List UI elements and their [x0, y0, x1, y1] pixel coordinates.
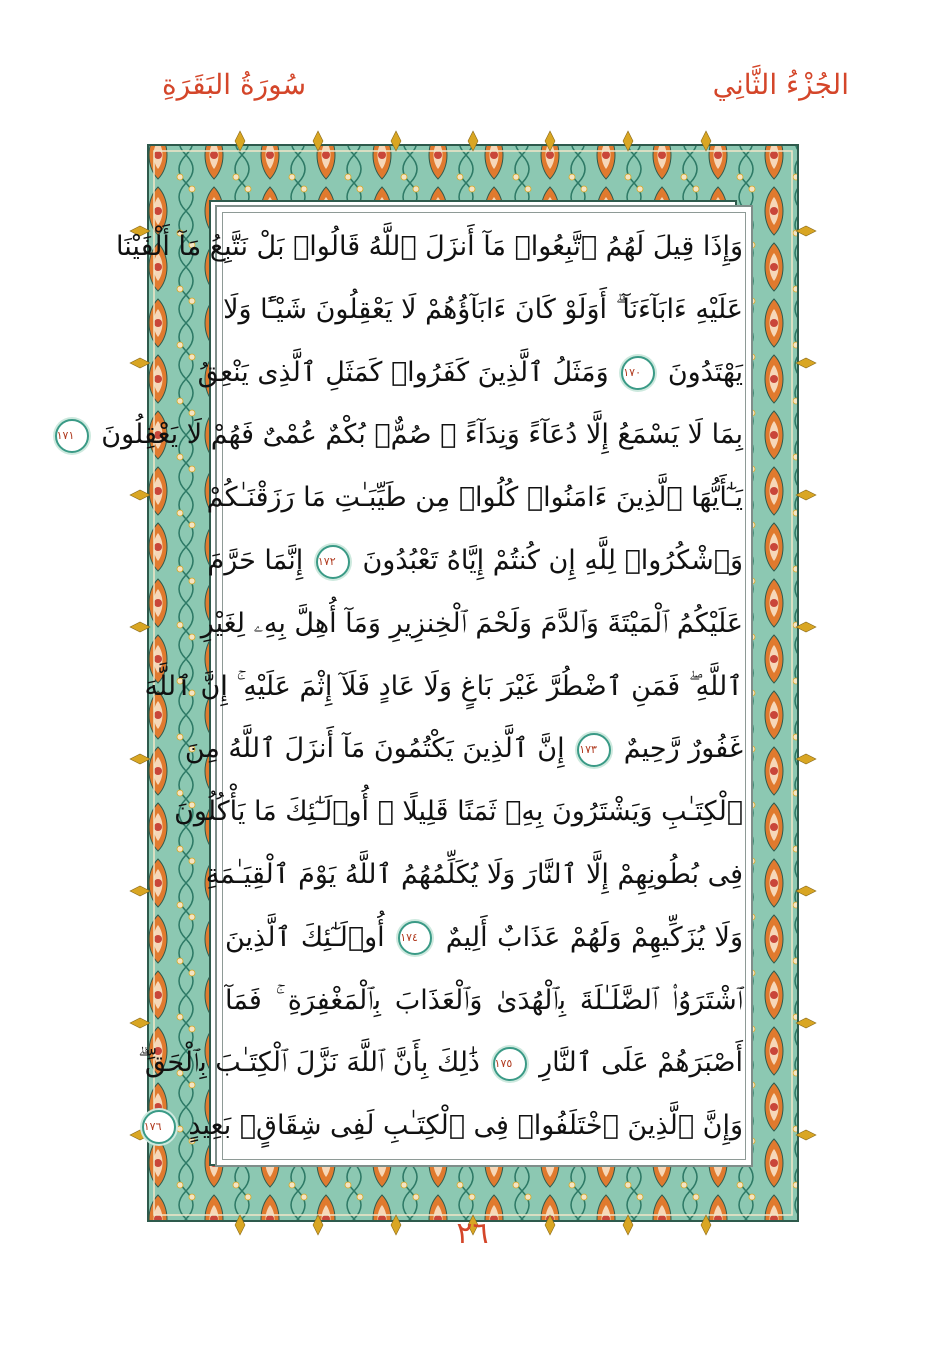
- verse-line: [144, 661, 743, 713]
- text-panel: [56, 205, 753, 1167]
- verse-line: [205, 849, 743, 901]
- verse-line: [206, 472, 743, 524]
- verse-text: إِنَّ ٱلَّذِينَ يَكْتُمُونَ مَآ أَنزَلَ ٱللَّهُ مِنَ: [184, 733, 565, 765]
- ayah-number-marker: ١٧٦: [142, 1110, 176, 1144]
- verse-text: فِى بُطُونِهِمْ إِلَّا ٱلنَّارَ وَلَا يُكَلِّمُهُمُ ٱللَّهُ يَوْمَ ٱلْقِيَـٰمَةِ: [205, 859, 743, 890]
- verse-text: وَلَا يُزَكِّيهِمْ وَلَهُمْ عَذَابٌ أَلِيمٌ: [445, 921, 743, 953]
- verse-line: [200, 598, 743, 650]
- verse-text: ٱللَّهِ ۖ فَمَنِ ٱضْطُرَّ غَيْرَ بَاغٍ وَلَا عَادٍ فَلَآ إِثْمَ عَلَيْهِ ۚ إِنَّ ٱللَّهَ: [144, 670, 743, 702]
- verse-line: [225, 284, 743, 336]
- ayah-number-marker: ١٧٥: [493, 1047, 527, 1081]
- verse-line: [143, 1100, 743, 1152]
- juz-title: الجُزْءُ الثَّانِي: [712, 68, 849, 101]
- verse-line: [207, 535, 743, 587]
- ayah-number-marker: ١٧١: [55, 419, 89, 453]
- verse-line: [225, 975, 743, 1027]
- page-number: ٢٦: [456, 1216, 489, 1251]
- verse-text: ذَٰلِكَ بِأَنَّ ٱللَّهَ نَزَّلَ ٱلْكِتَـٰبَ بِٱلْحَقِّ ۗ: [138, 1047, 480, 1079]
- verse-text: وَمَثَلُ ٱلَّذِينَ كَفَرُوا۟ كَمَثَلِ ٱلَّذِى يَنْعِقُ: [197, 356, 609, 388]
- verse-line: [184, 723, 743, 775]
- verse-line: [138, 1037, 743, 1089]
- verse-text: غَفُورٌ رَّحِيمٌ: [623, 733, 743, 765]
- verse-text: عَلَيْكُمُ ٱلْمَيْتَةَ وَٱلدَّمَ وَلَحْمَ ٱلْخِنزِيرِ وَمَآ أُهِلَّ بِهِۦ لِغَيْرِ: [200, 607, 743, 639]
- verse-text: أَصْبَرَهُمْ عَلَى ٱلنَّارِ: [539, 1047, 743, 1079]
- verse-text: إِنَّمَا حَرَّمَ: [207, 545, 304, 576]
- ayah-number-marker: ١٧٣: [577, 733, 611, 767]
- verse-text: وَإِنَّ ٱلَّذِينَ ٱخْتَلَفُوا۟ فِى ٱلْكِتَـٰبِ لَفِى شِقَاقٍۭ بَعِيدٍ: [188, 1110, 743, 1142]
- verse-line: [174, 786, 743, 838]
- ayah-number-marker: ١٧٠: [621, 356, 655, 390]
- verse-line: [197, 347, 743, 399]
- verse-text: يَـٰٓأَيُّهَا ٱلَّذِينَ ءَامَنُوا۟ كُلُوا۟ مِن طَيِّبَـٰتِ مَا رَزَقْنَـٰكُمْ: [206, 482, 743, 514]
- verse-text: عَلَيْهِ ءَابَآءَنَآ ۗ أَوَلَوْ كَانَ ءَابَآؤُهُمْ لَا يَعْقِلُونَ شَيْـًٔا وَلَا: [223, 293, 743, 325]
- ayah-number-marker: ١٧٢: [316, 545, 350, 579]
- verse-text: وَإِذَا قِيلَ لَهُمُ ٱتَّبِعُوا۟ مَآ أَنزَلَ ٱللَّهُ قَالُوا۟ بَلْ نَتَّبِعُ مَآ أَلْفَيْنَا: [116, 231, 743, 262]
- verse-text: ٱشْتَرَوُا۟ ٱلضَّلَـٰلَةَ بِٱلْهُدَىٰ وَٱلْعَذَابَ بِٱلْمَغْفِرَةِ ۚ فَمَآ: [225, 984, 743, 1016]
- ayah-number-marker: ١٧٤: [398, 921, 432, 955]
- verse-line: [56, 409, 743, 461]
- verse-line: [116, 221, 743, 273]
- verse-line: [225, 912, 743, 964]
- verse-text: بِمَا لَا يَسْمَعُ إِلَّا دُعَآءً وَنِدَآءً ۚ صُمٌّۢ بُكْمٌ عُمْىٌ فَهُمْ لَا يَعْقِلُونَ: [101, 419, 743, 451]
- verse-text: يَهْتَدُونَ: [667, 356, 743, 388]
- surah-title: سُورَةُ البَقَرَةِ: [162, 68, 307, 101]
- verse-text: ٱلْكِتَـٰبِ وَيَشْتَرُونَ بِهِۦ ثَمَنًا قَلِيلًا ۙ أُو۟لَـٰٓئِكَ مَا يَأْكُلُونَ: [174, 796, 743, 828]
- verse-text: وَٱشْكُرُوا۟ لِلَّهِ إِن كُنتُمْ إِيَّاهُ تَعْبُدُونَ: [362, 545, 743, 576]
- verse-text: أُو۟لَـٰٓئِكَ ٱلَّذِينَ: [225, 921, 385, 953]
